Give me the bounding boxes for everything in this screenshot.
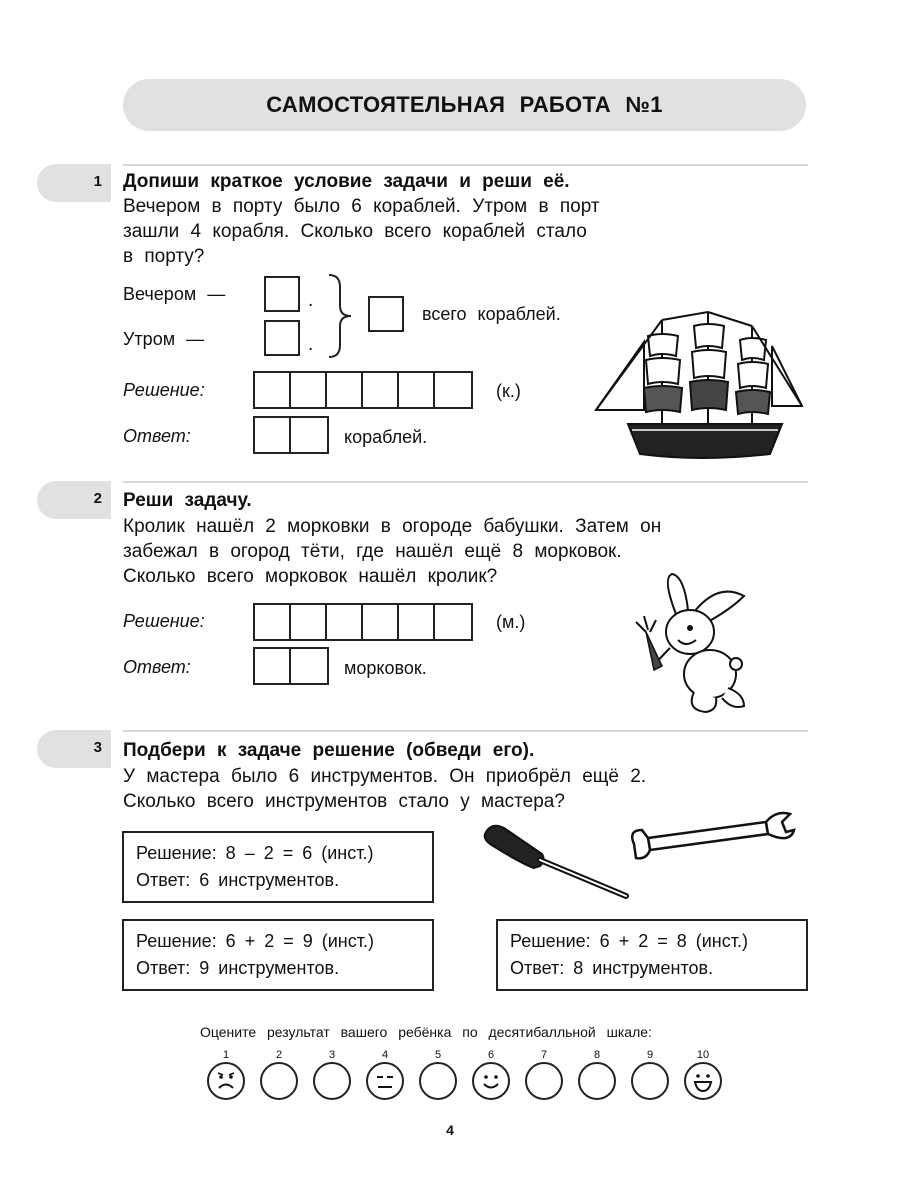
- rabbit-illustration: [632, 570, 754, 718]
- rating-number: 9: [646, 1049, 654, 1061]
- dot: .: [308, 290, 314, 311]
- empty-circle-icon: [631, 1062, 669, 1100]
- neutral-face-icon: [366, 1062, 404, 1100]
- solution-label: Решение:: [123, 611, 205, 631]
- task-text-line: в порту?: [123, 246, 205, 267]
- rating-number: 7: [540, 1049, 548, 1061]
- task-text-line: Сколько всего морковок нашёл кролик?: [123, 566, 498, 587]
- rating-number: 10: [696, 1049, 710, 1061]
- empty-circle-icon: [419, 1062, 457, 1100]
- answer-cells[interactable]: [253, 647, 329, 685]
- evening-label: Вечером —: [123, 284, 226, 304]
- sad-face-icon: [207, 1062, 245, 1100]
- evening-input-box[interactable]: [264, 276, 300, 312]
- task-heading: Реши задачу.: [123, 490, 252, 511]
- rating-option[interactable]: [312, 1049, 352, 1100]
- rating-option[interactable]: [206, 1049, 246, 1100]
- solution-unit: (м.): [496, 612, 526, 632]
- task-number-tab: [37, 481, 111, 519]
- ship-illustration: [592, 306, 806, 466]
- page-number: 4: [446, 1122, 454, 1138]
- happy-face-icon: [684, 1062, 722, 1100]
- morning-label: Утром —: [123, 329, 205, 349]
- rating-number: 6: [487, 1049, 495, 1061]
- task-number: 3: [93, 739, 102, 756]
- wrench-icon: [626, 808, 796, 868]
- task-text-line: Вечером в порту было 6 кораблей. Утром в порт: [123, 196, 600, 217]
- task-text-line: зашли 4 корабля. Сколько всего кораблей стало: [123, 221, 587, 242]
- solution-cells[interactable]: [253, 603, 473, 641]
- rating-number: 4: [381, 1049, 389, 1061]
- rating-option[interactable]: [683, 1049, 723, 1100]
- rating-number: 1: [222, 1049, 230, 1061]
- task-text-line: забежал в огород тёти, где нашёл ещё 8 морковок.: [123, 541, 622, 562]
- task-text-line: У мастера было 6 инструментов. Он приобрёл ещё 2.: [123, 766, 647, 787]
- rating-title: Оцените результат вашего ребёнка по десятибалльной шкале:: [200, 1024, 652, 1040]
- smile-face-icon: [472, 1062, 510, 1100]
- option-answer: Ответ: 8 инструментов.: [510, 958, 714, 978]
- solution-label: Решение:: [123, 380, 205, 400]
- rating-option[interactable]: [577, 1049, 617, 1100]
- empty-circle-icon: [578, 1062, 616, 1100]
- option-answer: Ответ: 9 инструментов.: [136, 958, 340, 978]
- answer-label: Ответ:: [123, 426, 191, 446]
- rating-option[interactable]: [524, 1049, 564, 1100]
- solution-option[interactable]: [496, 919, 808, 991]
- task-number-tab: [37, 164, 111, 202]
- task-heading: Подбери к задаче решение (обведи его).: [123, 740, 535, 761]
- answer-unit: морковок.: [344, 658, 427, 678]
- task-divider: [123, 481, 808, 483]
- screwdriver-icon: [482, 820, 632, 900]
- rating-number: 5: [434, 1049, 442, 1061]
- rating-option[interactable]: [259, 1049, 299, 1100]
- task-divider: [123, 164, 808, 166]
- dot: .: [308, 334, 314, 355]
- task-number-tab: [37, 730, 111, 768]
- rating-option[interactable]: [418, 1049, 458, 1100]
- task-text-line: Кролик нашёл 2 морковки в огороде бабушки. Затем он: [123, 516, 662, 537]
- option-answer: Ответ: 6 инструментов.: [136, 870, 340, 890]
- total-input-box[interactable]: [368, 296, 404, 332]
- option-solution: Решение: 6 + 2 = 8 (инст.): [510, 931, 748, 951]
- task-number: 1: [93, 173, 102, 190]
- solution-option[interactable]: [122, 831, 434, 903]
- curly-brace: [326, 273, 354, 359]
- solution-cells[interactable]: [253, 371, 473, 409]
- empty-circle-icon: [525, 1062, 563, 1100]
- answer-unit: кораблей.: [344, 427, 428, 447]
- rating-option[interactable]: [630, 1049, 670, 1100]
- rating-option[interactable]: [471, 1049, 511, 1100]
- title-bar: [123, 79, 806, 131]
- answer-label: Ответ:: [123, 657, 191, 677]
- task-number: 2: [93, 490, 102, 507]
- task-text-line: Сколько всего инструментов стало у мастера?: [123, 791, 565, 812]
- task-divider: [123, 730, 808, 732]
- empty-circle-icon: [313, 1062, 351, 1100]
- solution-option[interactable]: [122, 919, 434, 991]
- solution-unit: (к.): [496, 381, 521, 401]
- page-title: САМОСТОЯТЕЛЬНАЯ РАБОТА №1: [266, 92, 663, 117]
- total-label: всего кораблей.: [422, 304, 561, 324]
- option-solution: Решение: 8 – 2 = 6 (инст.): [136, 843, 374, 863]
- task-heading: Допиши краткое условие задачи и реши её.: [123, 171, 570, 192]
- rating-number: 8: [593, 1049, 601, 1061]
- rating-number: 2: [275, 1049, 283, 1061]
- answer-cells[interactable]: [253, 416, 329, 454]
- morning-input-box[interactable]: [264, 320, 300, 356]
- empty-circle-icon: [260, 1062, 298, 1100]
- rating-option[interactable]: [365, 1049, 405, 1100]
- rating-number: 3: [328, 1049, 336, 1061]
- option-solution: Решение: 6 + 2 = 9 (инст.): [136, 931, 374, 951]
